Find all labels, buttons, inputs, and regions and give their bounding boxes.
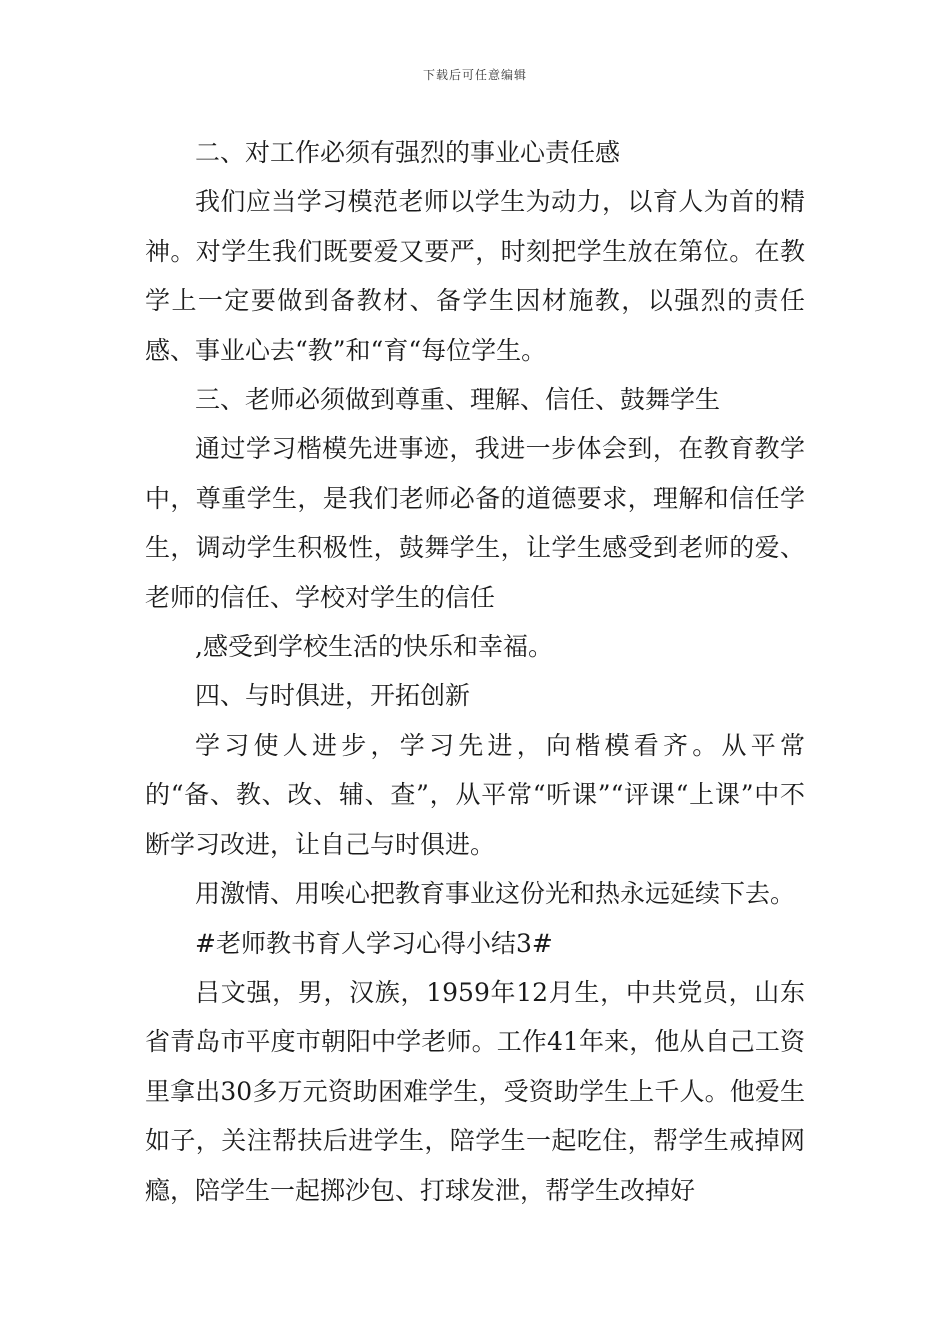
section-heading-4: 四、与时俱进，开拓创新 [195, 681, 471, 711]
document-body [145, 128, 805, 1215]
paragraph: 吕文强，男，汉族，1959年12月生，中共党员，山东省青岛市平度市朝阳中学老师。工作41年来，他从自己工资里拿出30多万元资助困难学生，受资助学生上千人。他爱生如子，关注帮扶后进学生，陪学生一起吃住，帮学生戒掉网瘾，陪学生一起掷沙包、打球发泄，帮学生改掉好 [145, 977, 805, 1205]
section-heading-2: 二、对工作必须有强烈的事业心责任感 [195, 138, 621, 167]
paragraph: 学习使人进步，学习先进，向楷模看齐。从平常的“备、教、改、辅、查”，从平常“听课”“评课“上课”中不断学习改进，让自己与时俱进。 [145, 730, 805, 859]
article-title: #老师教书育人学习心得小结3# [195, 928, 553, 958]
paragraph: ,感受到学校生活的快乐和幸福。 [195, 632, 553, 662]
paragraph: 我们应当学习模范老师以学生为动力，以育人为首的精神。对学生我们既要爱又要严，时刻把学生放在第位。在教学上一定要做到备教材、备学生因材施教，以强烈的责任感、事业心去“教”和“育“每位学生。 [145, 187, 805, 365]
section-heading-3: 三、老师必须做到尊重、理解、信任、鼓舞学生 [195, 385, 721, 415]
paragraph: 通过学习楷模先进事迹，我进一步体会到，在教育教学中，尊重学生，是我们老师必备的道德要求，理解和信任学生，调动学生积极性，鼓舞学生，让学生感受到老师的爱、老师的信任、学校对学生的信任 [145, 434, 805, 612]
page-header: 下载后可任意编辑 [422, 68, 527, 82]
paragraph: 用激情、用唉心把教育事业这份光和热永远延续下去。 [195, 879, 796, 909]
